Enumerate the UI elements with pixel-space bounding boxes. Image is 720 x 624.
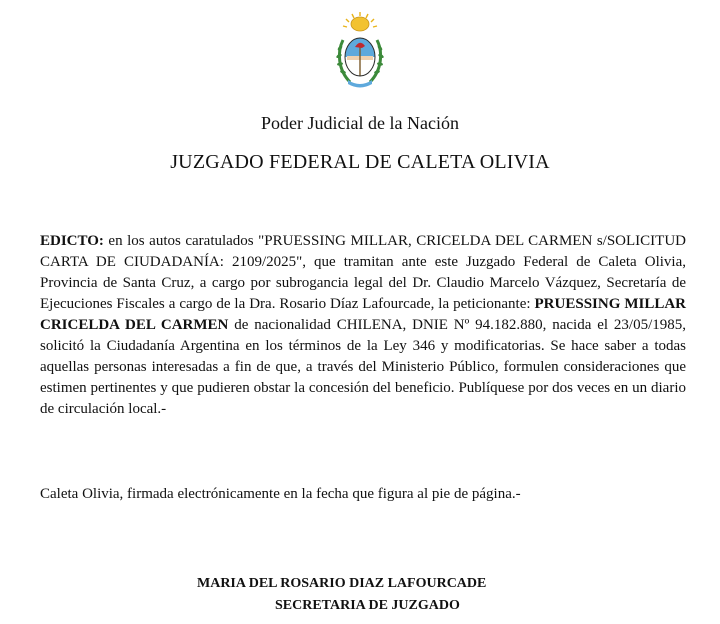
institution-title: Poder Judicial de la Nación: [261, 113, 459, 133]
edict-paragraph: [40, 231, 686, 420]
argentine-coat-of-arms-icon: [334, 10, 386, 92]
signatory-role: SECRETARIA DE JUZGADO: [275, 598, 460, 613]
edict-text-part2: de nacionalidad CHILENA, DNIE Nº 94.182.880, nacida el 23/05/1985, solicitó la Ciudadanía Argentina en los términos de la Ley 346 y modificatorias. Se hace saber a todas aquellas personas interesadas a fin de que, a través del Ministerio Público, formulen consideraciones que estimen pertinentes y que pudieren obstar la concesión del beneficio. Publíquese por dos veces en un diario de circulación local.-: [40, 317, 686, 417]
edict-label: EDICTO:: [40, 233, 104, 249]
signatory-name: MARIA DEL ROSARIO DIAZ LAFOURCADE: [197, 576, 487, 591]
closing-line: Caleta Olivia, firmada electrónicamente en la fecha que figura al pie de página.-: [40, 486, 521, 502]
petitioner-name: PRUESSING MILLAR CRICELDA DEL CARMEN: [40, 296, 686, 333]
court-title: JUZGADO FEDERAL DE CALETA OLIVIA: [170, 151, 550, 173]
edict-text-part1: en los autos caratulados "PRUESSING MILLAR, CRICELDA DEL CARMEN s/SOLICITUD CARTA DE CIUDADANÍA: 2109/2025", que tramitan ante este Juzgado Federal de Caleta Olivia, Provincia de Santa Cruz, a cargo por subrogancia legal del Dr. Claudio Marcelo Vázquez, Secretaría de Ejecuciones Fiscales a cargo de la Dra. Rosario Díaz Lafourcade, la peticionante:: [40, 233, 686, 312]
